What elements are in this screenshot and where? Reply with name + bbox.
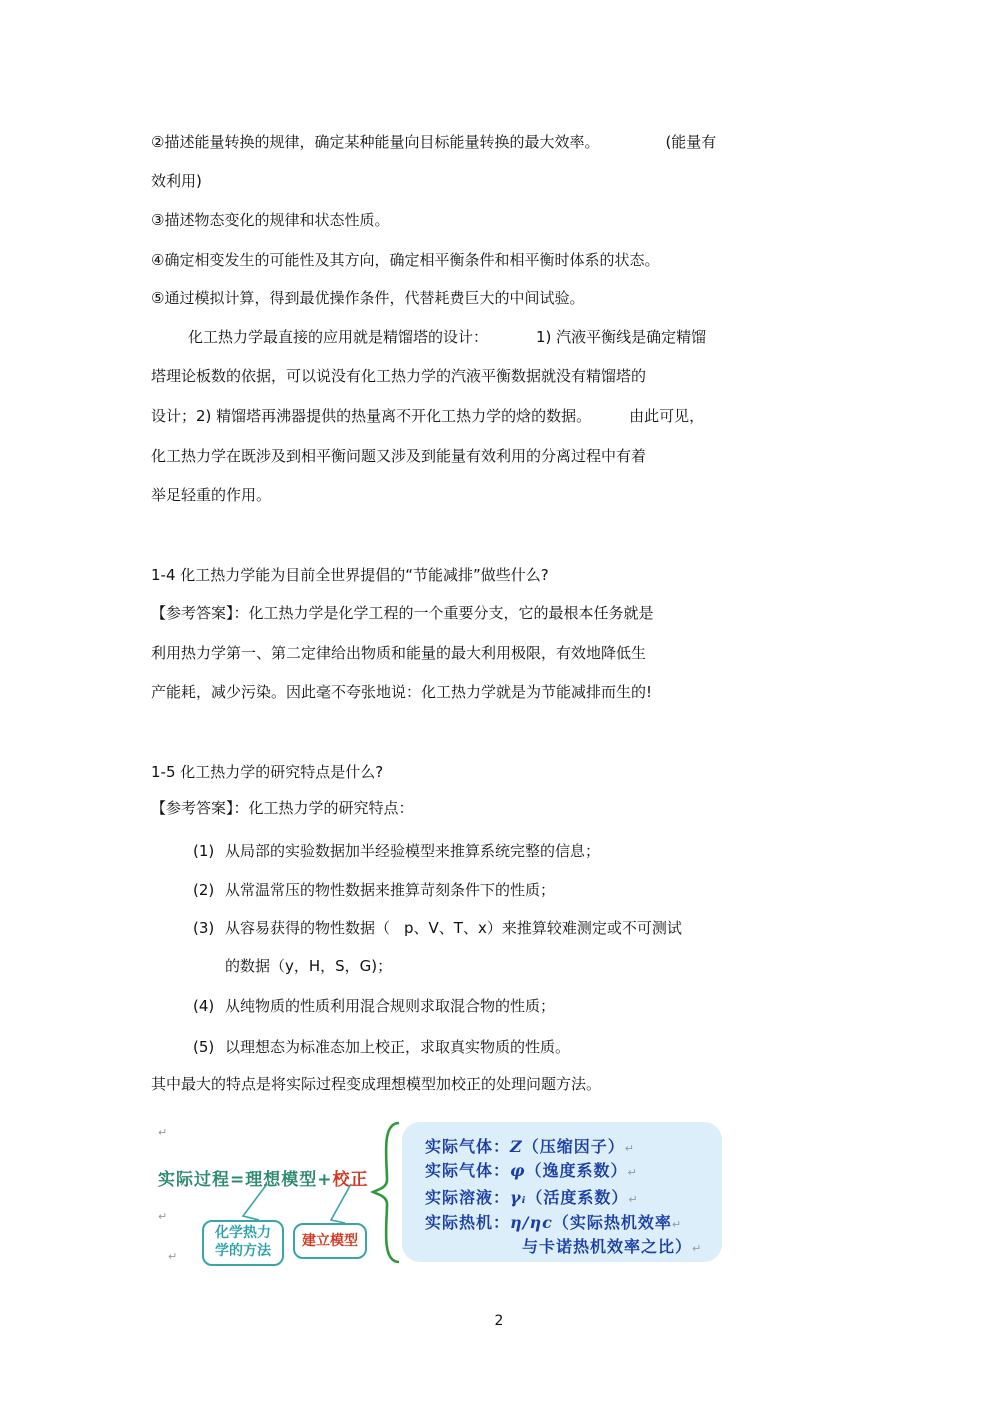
- callout-build-model: 建立模型: [293, 1223, 367, 1259]
- text-segment: (能量有: [665, 133, 717, 151]
- row-label: 实际气体：: [425, 1137, 511, 1156]
- answer-line: 利用热力学第一、第二定律给出物质和能量的最大利用极限，有效地降低生: [151, 644, 647, 662]
- list-item-text: p、V、T、x）来推算较难测定或不可测试: [404, 919, 682, 937]
- answer-line: 【参考答案】：化工热力学是化学工程的一个重要分支，它的最根本任务就是: [151, 604, 654, 622]
- panel-row: [522, 1234, 702, 1257]
- callout-text: 学的方法: [215, 1243, 271, 1259]
- question-heading: 1-5 化工热力学的研究特点是什么?: [151, 763, 384, 781]
- row-desc: （压缩因子）: [522, 1137, 625, 1156]
- text-segment: 化工热力学最直接的应用就是精馏塔的设计：: [188, 328, 489, 346]
- list-item-text: 以理想态为标准态加上校正，求取真实物质的性质。: [225, 1038, 571, 1056]
- list-item-number: (2): [193, 881, 215, 899]
- list-item-text: 从常温常压的物性数据来推算苛刻条件下的性质；: [225, 881, 556, 899]
- row-desc: （活度系数）: [526, 1188, 629, 1207]
- list-item-text: 从纯物质的性质利用混合规则求取混合物的性质；: [225, 997, 556, 1015]
- row-desc: （实际热机效率: [552, 1213, 672, 1232]
- list-item: [193, 996, 555, 1016]
- list-item: [193, 880, 555, 900]
- row-label: 实际溶液：: [425, 1188, 511, 1207]
- paragraph-mark: ↵: [692, 1242, 703, 1255]
- text-line: ④确定相变发生的可能性及其方向，确定相平衡条件和相平衡时体系的状态。: [151, 251, 660, 269]
- answer-line: 产能耗，减少污染。因此毫不夸张地说：化工热力学就是为节能减排而生的!: [151, 683, 653, 701]
- panel-row: [425, 1158, 638, 1181]
- list-item: [193, 918, 682, 938]
- list-item-number: (5): [193, 1038, 215, 1056]
- callout-thermo-method: [202, 1220, 284, 1266]
- text-line: 化工热力学在既涉及到相平衡问题又涉及到能量有效利用的分离过程中有着: [151, 447, 647, 465]
- page-number: 2: [494, 1313, 504, 1329]
- list-item-text: 从局部的实验数据加半经验模型来推算系统完整的信息；: [225, 842, 601, 860]
- paragraph-mark: ↵: [628, 1193, 639, 1206]
- formula-label: [158, 1165, 369, 1190]
- list-item: [193, 1037, 570, 1057]
- text-line: ⑤通过模拟计算，得到最优操作条件，代替耗费巨大的中间试验。: [151, 289, 585, 307]
- row-label: 实际热机：: [425, 1213, 511, 1232]
- row-desc: （逸度系数）: [525, 1161, 628, 1180]
- list-item-text: 从容易获得的物性数据（: [225, 919, 391, 937]
- paragraph-mark: ↵: [671, 1218, 683, 1231]
- formula-main: 实际过程=理想模型+: [158, 1170, 333, 1190]
- panel-row: [425, 1134, 635, 1157]
- panel-row: [425, 1210, 682, 1233]
- list-item-number: (3): [193, 919, 215, 937]
- formula-correction: 校正: [332, 1170, 369, 1190]
- text-line: 举足轻重的作用。: [151, 486, 272, 504]
- paragraph-mark: ↵: [158, 1210, 168, 1223]
- list-item-number: (4): [193, 997, 215, 1015]
- text-line: ③描述物态变化的规律和状态性质。: [151, 211, 390, 229]
- row-symbol: φ: [510, 1161, 526, 1180]
- text-line: 效利用): [151, 172, 202, 190]
- brace-shape: [373, 1123, 399, 1262]
- paragraph-mark: ↵: [168, 1250, 178, 1263]
- row-label: 实际气体：: [425, 1161, 511, 1180]
- row-symbol: η/ηc: [510, 1213, 553, 1232]
- paragraph-mark: ↵: [627, 1166, 638, 1179]
- panel-row: [425, 1185, 639, 1208]
- text-segment: 由此可见，: [629, 407, 705, 425]
- text-line: [151, 406, 704, 426]
- text-segment: 1) 汽液平衡线是确定精馏: [536, 328, 707, 346]
- summary-line: 其中最大的特点是将实际过程变成理想模型加校正的处理问题方法。: [151, 1075, 602, 1093]
- correction-diagram: [155, 1120, 735, 1270]
- list-item: [193, 841, 600, 861]
- list-item-continuation: 的数据（y，H，S，G)；: [225, 957, 393, 975]
- correction-panel: [402, 1122, 722, 1262]
- callout-text: 化学热力: [215, 1225, 271, 1241]
- row-symbol: γᵢ: [510, 1188, 527, 1207]
- paragraph-mark: ↵: [624, 1142, 635, 1155]
- row-symbol: Z: [510, 1137, 523, 1156]
- answer-line: 【参考答案】：化工热力学的研究特点：: [151, 799, 414, 817]
- question-heading: 1-4 化工热力学能为目前全世界提倡的“节能减排”做些什么?: [151, 566, 549, 584]
- list-item-number: (1): [193, 842, 215, 860]
- text-segment: 设计；2) 精馏塔再沸器提供的热量离不开化工热力学的焓的数据。: [151, 407, 592, 425]
- text-line: [151, 132, 716, 152]
- text-line: [188, 327, 706, 347]
- text-segment: ②描述能量转换的规律，确定某种能量向目标能量转换的最大效率。: [151, 133, 600, 151]
- row-desc: 与卡诺热机效率之比）: [522, 1237, 693, 1256]
- paragraph-mark: ↵: [158, 1126, 168, 1139]
- text-line: 塔理论板数的依据，可以说没有化工热力学的汽液平衡数据就没有精馏塔的: [151, 367, 647, 385]
